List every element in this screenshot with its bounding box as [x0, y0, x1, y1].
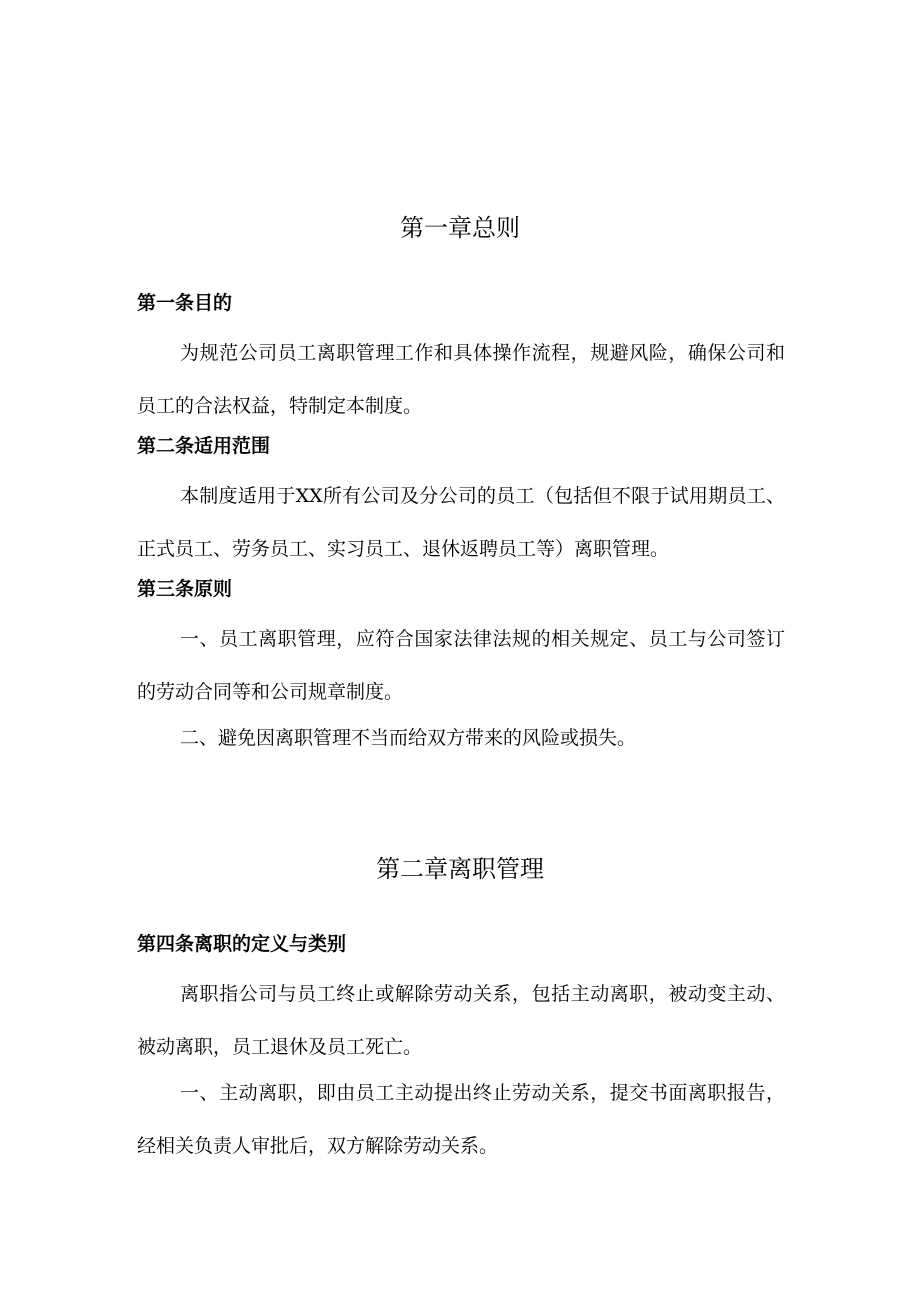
paragraph: 本制度适用于XX所有公司及分公司的员工（包括但不限于试用期员工、正式员工、劳务员工、实习员工、退休返聘员工等）离职管理。	[137, 485, 785, 560]
article-title: 第一条目的	[137, 292, 233, 314]
paragraph: 离职指公司与员工终止或解除劳动关系，包括主动离职，被动变主动、被动离职，员工退休及员工死亡。	[137, 983, 785, 1058]
chapter-title: 第一章总则	[400, 214, 520, 242]
article-title: 第四条离职的定义与类别	[137, 933, 347, 955]
article-title: 第三条原则	[137, 578, 233, 600]
paragraph: 一、员工离职管理，应符合国家法律法规的相关规定、员工与公司签订的劳动合同等和公司规章制度。	[137, 628, 785, 703]
chapter-title: 第二章离职管理	[376, 855, 544, 883]
article-title: 第二条适用范围	[137, 435, 271, 457]
paragraph: 二、避免因离职管理不当而给双方带来的风险或损失。	[180, 727, 637, 749]
paragraph: 为规范公司员工离职管理工作和具体操作流程，规避风险，确保公司和员工的合法权益，特制定本制度。	[137, 342, 785, 417]
paragraph: 一、主动离职，即由员工主动提出终止劳动关系，提交书面离职报告，经相关负责人审批后，双方解除劳动关系。	[137, 1082, 785, 1157]
